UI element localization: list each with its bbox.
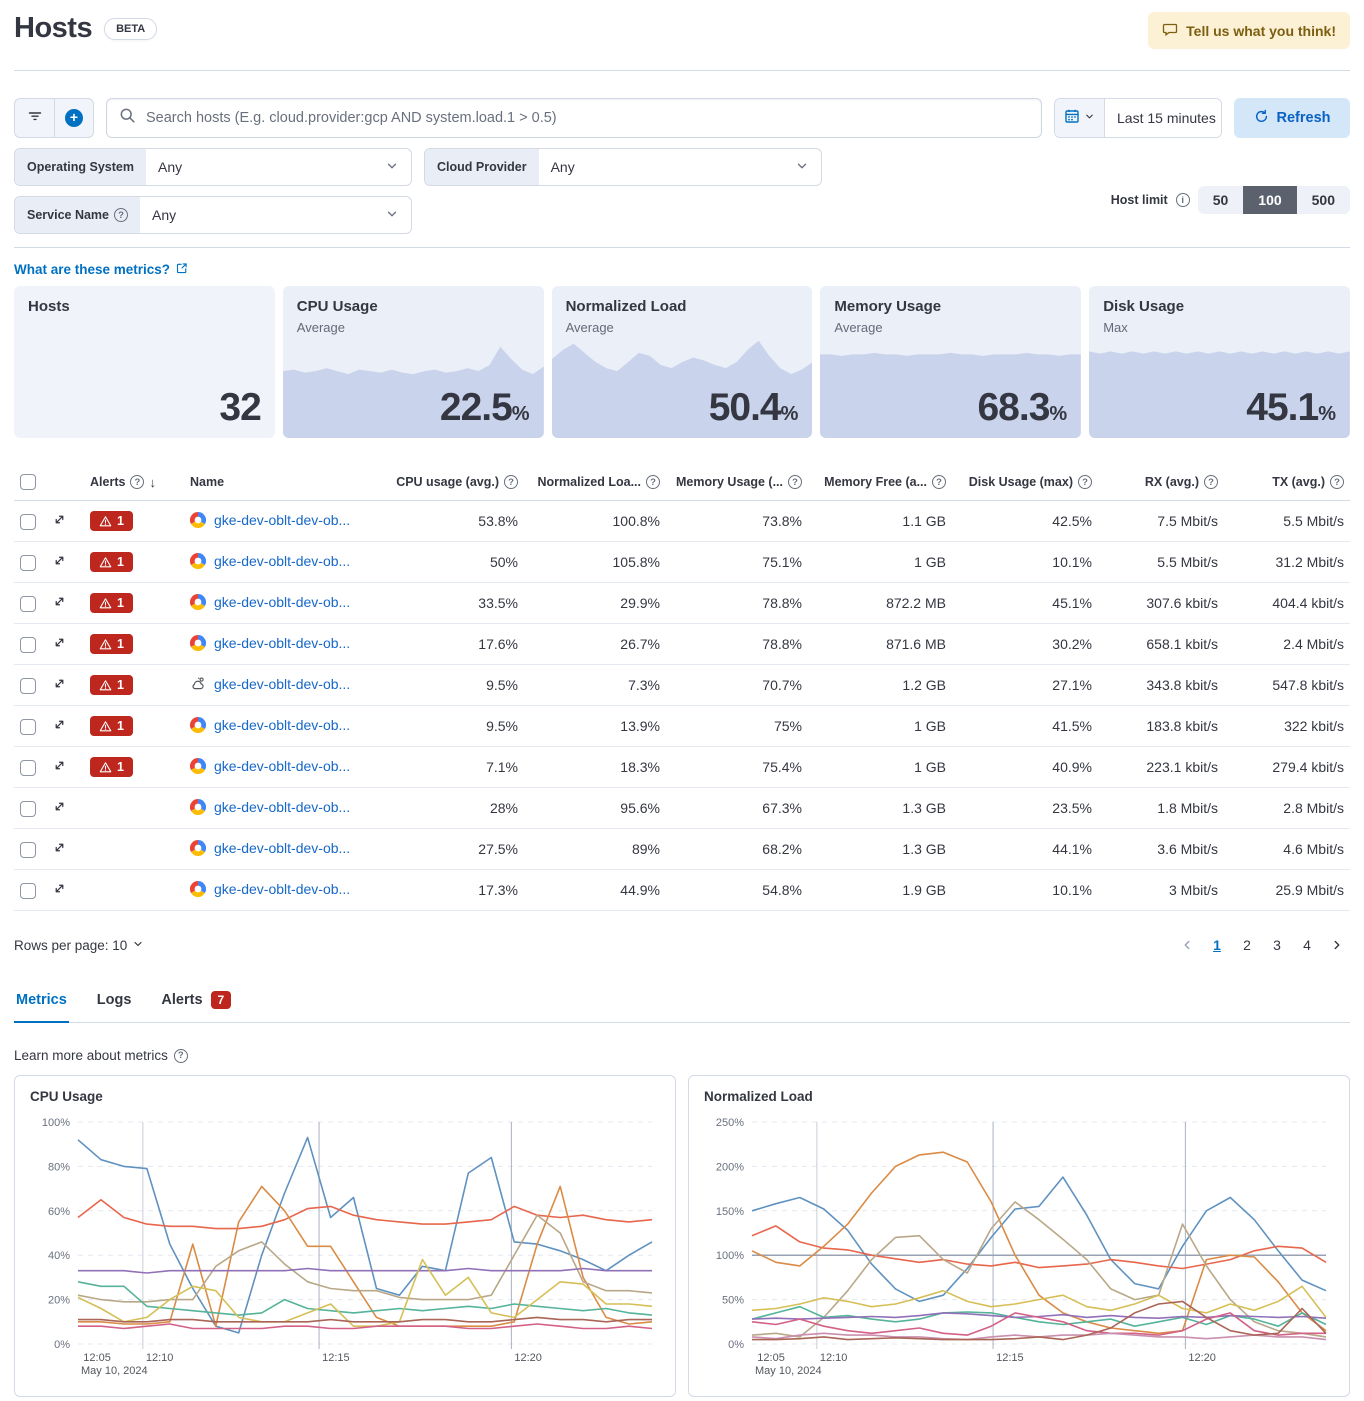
- gcp-icon: [190, 635, 206, 651]
- row-checkbox[interactable]: [20, 514, 36, 530]
- alert-count-badge[interactable]: 1: [90, 593, 133, 613]
- page-title: Hosts: [14, 12, 93, 44]
- svg-text:12:20: 12:20: [1188, 1352, 1216, 1364]
- learn-more-metrics-link[interactable]: Learn more about metrics ?: [14, 1048, 188, 1063]
- table-row: [14, 542, 1350, 583]
- expand-icon: [52, 635, 67, 650]
- kpi-subtitle: Average: [565, 320, 614, 335]
- search-toolbar: [14, 98, 1350, 138]
- chart-title: CPU Usage: [30, 1089, 103, 1104]
- expand-row-button[interactable]: [52, 553, 67, 568]
- expand-icon: [52, 799, 67, 814]
- tx-cell: 5.5 Mbit/s: [1224, 501, 1350, 542]
- beta-badge: BETA: [104, 18, 157, 40]
- tx-cell: 404.4 kbit/s: [1224, 583, 1350, 624]
- tx-cell: 2.4 Mbit/s: [1224, 624, 1350, 665]
- kpi-subtitle: Average: [296, 320, 345, 335]
- tx-cell: 2.8 Mbit/s: [1224, 788, 1350, 829]
- kpi-title: Hosts: [28, 298, 70, 315]
- kpi-subtitle: Max: [1103, 320, 1128, 335]
- expand-row-button[interactable]: [52, 635, 67, 650]
- expand-icon: [52, 594, 67, 609]
- memory-free-cell: 1.1 GB: [808, 501, 952, 542]
- section-divider: [14, 247, 1350, 248]
- alerts-count-badge: 7: [211, 991, 232, 1009]
- expand-icon: [52, 676, 67, 691]
- page-button-3[interactable]: 3: [1273, 937, 1281, 953]
- calendar-icon: [1064, 108, 1080, 129]
- table-footer: [14, 932, 1350, 958]
- saved-filters-button[interactable]: [15, 99, 54, 137]
- rx-cell: 1.8 Mbit/s: [1098, 788, 1224, 829]
- service-name-select[interactable]: Service Name ? Any: [14, 196, 412, 234]
- refresh-icon: [1254, 109, 1269, 128]
- alert-count-badge[interactable]: 1: [90, 552, 133, 572]
- gcp-icon: [190, 717, 206, 733]
- normalized-load-cell: 105.8%: [524, 542, 666, 583]
- svg-text:80%: 80%: [47, 1161, 70, 1174]
- rx-cell: 7.5 Mbit/s: [1098, 501, 1224, 542]
- chevron-down-icon: [385, 159, 399, 176]
- question-icon: ?: [1078, 475, 1092, 489]
- kpi-tiles: [14, 286, 1350, 438]
- gcp-icon: [190, 594, 206, 610]
- rx-cell: 223.1 kbit/s: [1098, 747, 1224, 788]
- speech-bubble-icon: [1162, 21, 1178, 40]
- svg-text:May 10, 2024: May 10, 2024: [755, 1365, 822, 1377]
- question-icon: ?: [130, 475, 144, 489]
- memory-usage-cell: 78.8%: [666, 624, 808, 665]
- row-checkbox[interactable]: [20, 596, 36, 612]
- series-host-5: [78, 1269, 652, 1274]
- page-button-1[interactable]: 1: [1213, 937, 1221, 953]
- tx-cell: 547.8 kbit/s: [1224, 665, 1350, 706]
- expand-icon: [52, 512, 67, 527]
- kpi-title: CPU Usage: [296, 298, 378, 315]
- alert-count-badge[interactable]: 1: [90, 716, 133, 736]
- filter-icon: [27, 108, 43, 129]
- filters-section: [14, 148, 1350, 234]
- question-icon: ?: [174, 1049, 188, 1063]
- row-checkbox[interactable]: [20, 883, 36, 899]
- cpu-usage-cell: 9.5%: [380, 706, 524, 747]
- kpi-value: 45.1%: [1246, 386, 1336, 429]
- alert-warning-icon: [99, 761, 112, 774]
- column-header-cpu-usage-avg[interactable]: CPU usage (avg.) ?: [380, 466, 524, 501]
- chevron-down-icon: [132, 938, 144, 953]
- chart-title: Normalized Load: [704, 1089, 813, 1104]
- plus-circle-icon: +: [65, 109, 83, 127]
- kpi-subtitle: Average: [834, 320, 883, 335]
- expand-row-button[interactable]: [52, 881, 67, 896]
- what-are-these-metrics-link[interactable]: What are these metrics?: [14, 262, 188, 277]
- expand-row-button[interactable]: [52, 717, 67, 732]
- tx-cell: 279.4 kbit/s: [1224, 747, 1350, 788]
- expand-row-button[interactable]: [52, 799, 67, 814]
- line-chart[interactable]: [704, 1110, 1334, 1384]
- cpu-usage-cell: 28%: [380, 788, 524, 829]
- line-chart[interactable]: [30, 1110, 660, 1384]
- previous-page-button[interactable]: [1174, 932, 1200, 958]
- kpi-value: 22.5%: [439, 386, 530, 429]
- column-header-disk-usage-max[interactable]: Disk Usage (max) ?: [952, 466, 1098, 501]
- host-name-link[interactable]: gke-dev-oblt-dev-ob...: [214, 552, 351, 569]
- gcp-icon: [190, 799, 206, 815]
- table-row: [14, 706, 1350, 747]
- hosts-table: [14, 466, 1350, 911]
- column-header-tx-avg[interactable]: TX (avg.) ?: [1224, 466, 1350, 501]
- table-row: [14, 583, 1350, 624]
- svg-text:150%: 150%: [715, 1205, 744, 1218]
- memory-usage-cell: 70.7%: [666, 665, 808, 706]
- memory-usage-cell: 73.8%: [666, 501, 808, 542]
- memory-free-cell: 1.2 GB: [808, 665, 952, 706]
- table-row: [14, 747, 1350, 788]
- page-header: [14, 0, 1350, 71]
- kpi-tile-hosts: [14, 286, 275, 438]
- kpi-title: Memory Usage: [834, 298, 942, 315]
- svg-text:40%: 40%: [47, 1250, 70, 1263]
- expand-row-button[interactable]: [52, 512, 67, 527]
- tab-alerts[interactable]: Alerts 7: [159, 985, 233, 1023]
- host-limit-group: [1198, 186, 1350, 214]
- host-limit-option-100[interactable]: 100: [1243, 186, 1296, 214]
- svg-text:20%: 20%: [47, 1294, 70, 1307]
- chevron-down-icon: [795, 159, 809, 176]
- expand-icon: [52, 717, 67, 732]
- normalized-load-cell: 18.3%: [524, 747, 666, 788]
- external-link-icon: [176, 262, 188, 277]
- operating-system-select[interactable]: Operating System Any: [14, 148, 412, 186]
- svg-text:May 10, 2024: May 10, 2024: [81, 1365, 148, 1377]
- expand-row-button[interactable]: [52, 676, 67, 691]
- pagination: [1174, 932, 1350, 958]
- row-checkbox[interactable]: [20, 637, 36, 653]
- memory-usage-cell: 78.8%: [666, 583, 808, 624]
- memory-free-cell: 1 GB: [808, 706, 952, 747]
- question-icon: ?: [114, 208, 128, 222]
- svg-text:12:20: 12:20: [514, 1352, 542, 1364]
- expand-icon: [52, 553, 67, 568]
- memory-usage-cell: 67.3%: [666, 788, 808, 829]
- alert-count-badge[interactable]: 1: [90, 634, 133, 654]
- cpu-usage-cell: 9.5%: [380, 665, 524, 706]
- tx-cell: 25.9 Mbit/s: [1224, 870, 1350, 911]
- memory-usage-cell: 75%: [666, 706, 808, 747]
- memory-usage-cell: 75.4%: [666, 747, 808, 788]
- memory-free-cell: 1.3 GB: [808, 788, 952, 829]
- alert-warning-icon: [99, 597, 112, 610]
- svg-text:50%: 50%: [721, 1294, 744, 1307]
- normalized-load-cell: 44.9%: [524, 870, 666, 911]
- chart-panels: [14, 1075, 1350, 1397]
- normalized-load-cell: 100.8%: [524, 501, 666, 542]
- expand-row-button[interactable]: [52, 758, 67, 773]
- question-icon: ?: [1330, 475, 1344, 489]
- kpi-title: Normalized Load: [565, 298, 687, 315]
- column-header-memory-free-a[interactable]: Memory Free (a... ?: [808, 466, 952, 501]
- cpu-usage-cell: 7.1%: [380, 747, 524, 788]
- table-row: [14, 624, 1350, 665]
- row-checkbox[interactable]: [20, 678, 36, 694]
- host-name-link[interactable]: gke-dev-oblt-dev-ob...: [214, 880, 351, 897]
- page-button-4[interactable]: 4: [1303, 937, 1311, 953]
- select-all-checkbox[interactable]: [20, 474, 36, 490]
- alert-warning-icon: [99, 720, 112, 733]
- svg-text:60%: 60%: [47, 1205, 70, 1218]
- svg-text:0%: 0%: [54, 1339, 70, 1351]
- host-name-link[interactable]: gke-dev-oblt-dev-ob...: [214, 839, 351, 856]
- svg-text:12:15: 12:15: [996, 1352, 1024, 1364]
- kpi-title: Disk Usage: [1103, 298, 1185, 315]
- disk-usage-cell: 42.5%: [952, 501, 1098, 542]
- cpu-usage-cell: 27.5%: [380, 829, 524, 870]
- gcp-icon: [190, 512, 206, 528]
- memory-free-cell: 871.6 MB: [808, 624, 952, 665]
- question-icon: ?: [504, 475, 518, 489]
- tab-logs[interactable]: Logs: [96, 992, 132, 1008]
- alert-count-badge[interactable]: 1: [90, 511, 133, 531]
- kpi-tile-cpu-usage: [283, 286, 544, 438]
- svg-text:12:15: 12:15: [322, 1352, 350, 1364]
- disk-usage-cell: 23.5%: [952, 788, 1098, 829]
- column-header-alerts[interactable]: Alerts ? ↓: [84, 466, 184, 501]
- table-row: [14, 829, 1350, 870]
- normalized-load-cell: 89%: [524, 829, 666, 870]
- filter-button-group: [14, 98, 94, 138]
- cpu-usage-cell: 33.5%: [380, 583, 524, 624]
- rx-cell: 3 Mbit/s: [1098, 870, 1224, 911]
- chart-panel-cpu-usage: [14, 1075, 676, 1397]
- row-checkbox[interactable]: [20, 801, 36, 817]
- search-box: [106, 98, 1042, 138]
- kpi-value: 32: [219, 386, 261, 429]
- table-row: [14, 788, 1350, 829]
- disk-usage-cell: 10.1%: [952, 542, 1098, 583]
- chart-panel-normalized-load: [688, 1075, 1350, 1397]
- svg-text:12:10: 12:10: [819, 1352, 848, 1364]
- disk-usage-cell: 10.1%: [952, 870, 1098, 911]
- table-row: [14, 501, 1350, 542]
- disk-usage-cell: 41.5%: [952, 706, 1098, 747]
- gcp-icon: [190, 840, 206, 856]
- gcp-icon: [190, 553, 206, 569]
- normalized-load-cell: 29.9%: [524, 583, 666, 624]
- normalized-load-cell: 95.6%: [524, 788, 666, 829]
- cloud-provider-select[interactable]: Cloud Provider Any: [424, 148, 822, 186]
- add-filter-button[interactable]: [54, 99, 93, 137]
- host-name-link[interactable]: gke-dev-oblt-dev-ob...: [214, 716, 351, 733]
- tx-cell: 31.2 Mbit/s: [1224, 542, 1350, 583]
- alert-warning-icon: [99, 556, 112, 569]
- date-picker: [1054, 98, 1222, 138]
- row-checkbox[interactable]: [20, 760, 36, 776]
- kpi-value: 50.4%: [708, 386, 799, 429]
- svg-text:0%: 0%: [728, 1339, 744, 1351]
- svg-text:200%: 200%: [715, 1161, 744, 1174]
- refresh-button[interactable]: Refresh: [1234, 98, 1350, 138]
- host-limit-option-50[interactable]: 50: [1212, 192, 1229, 208]
- tab-metrics[interactable]: Metrics: [14, 985, 69, 1023]
- alert-warning-icon: [99, 515, 112, 528]
- table-row: [14, 665, 1350, 706]
- rows-per-page-button[interactable]: Rows per page: 10: [14, 938, 144, 953]
- tx-cell: 322 kbit/s: [1224, 706, 1350, 747]
- time-range-value[interactable]: Last 15 minutes: [1105, 99, 1222, 137]
- svg-text:12:05: 12:05: [83, 1352, 111, 1364]
- disk-usage-cell: 45.1%: [952, 583, 1098, 624]
- svg-text:12:05: 12:05: [757, 1352, 785, 1364]
- memory-free-cell: 872.2 MB: [808, 583, 952, 624]
- memory-usage-cell: 68.2%: [666, 829, 808, 870]
- host-name-link[interactable]: gke-dev-oblt-dev-ob...: [214, 675, 351, 692]
- host-name-link[interactable]: gke-dev-oblt-dev-ob...: [214, 634, 351, 651]
- svg-text:12:10: 12:10: [145, 1352, 174, 1364]
- host-limit-control: Host limit i 50 100 500: [1111, 186, 1350, 214]
- search-input[interactable]: [146, 110, 1029, 126]
- host-name-link[interactable]: gke-dev-oblt-dev-ob...: [214, 757, 351, 774]
- column-header-normalized-loa[interactable]: Normalized Loa... ?: [524, 466, 666, 501]
- memory-free-cell: 1 GB: [808, 747, 952, 788]
- rx-cell: 5.5 Mbit/s: [1098, 542, 1224, 583]
- row-checkbox[interactable]: [20, 719, 36, 735]
- series-host-4: [78, 1215, 652, 1302]
- cpu-usage-cell: 50%: [380, 542, 524, 583]
- column-header-memory-usage[interactable]: Memory Usage (... ?: [666, 466, 808, 501]
- svg-text:100%: 100%: [715, 1250, 744, 1263]
- row-checkbox[interactable]: [20, 555, 36, 571]
- rx-cell: 3.6 Mbit/s: [1098, 829, 1224, 870]
- chevron-down-icon: [1084, 109, 1095, 127]
- host-limit-option-500[interactable]: 500: [1311, 192, 1335, 208]
- kpi-value: 68.3%: [977, 386, 1068, 429]
- sort-down-icon: ↓: [149, 474, 156, 490]
- disk-usage-cell: 40.9%: [952, 747, 1098, 788]
- disk-usage-cell: 30.2%: [952, 624, 1098, 665]
- alert-count-badge[interactable]: 1: [90, 675, 133, 695]
- alert-warning-icon: [99, 638, 112, 651]
- question-icon: ?: [1204, 475, 1218, 489]
- column-header-name[interactable]: Name: [184, 466, 380, 501]
- expand-row-button[interactable]: [52, 594, 67, 609]
- unknown-provider-icon: [190, 676, 206, 692]
- column-header-rx-avg[interactable]: RX (avg.) ?: [1098, 466, 1224, 501]
- expand-icon: [52, 881, 67, 896]
- next-page-button[interactable]: [1324, 932, 1350, 958]
- memory-free-cell: 1.9 GB: [808, 870, 952, 911]
- memory-free-cell: 1 GB: [808, 542, 952, 583]
- tx-cell: 4.6 Mbit/s: [1224, 829, 1350, 870]
- memory-usage-cell: 75.1%: [666, 542, 808, 583]
- series-host-1: [752, 1177, 1326, 1301]
- chevron-down-icon: [385, 207, 399, 224]
- normalized-load-cell: 7.3%: [524, 665, 666, 706]
- expand-icon: [52, 758, 67, 773]
- kpi-tile-disk-usage: [1089, 286, 1350, 438]
- host-name-link[interactable]: gke-dev-oblt-dev-ob...: [214, 593, 351, 610]
- memory-free-cell: 1.3 GB: [808, 829, 952, 870]
- normalized-load-cell: 26.7%: [524, 624, 666, 665]
- question-icon: ?: [788, 475, 802, 489]
- svg-text:250%: 250%: [715, 1117, 744, 1129]
- alert-count-badge[interactable]: 1: [90, 757, 133, 777]
- question-icon: ?: [646, 475, 660, 489]
- alert-warning-icon: [99, 679, 112, 692]
- table-row: [14, 870, 1350, 911]
- memory-usage-cell: 54.8%: [666, 870, 808, 911]
- cpu-usage-cell: 17.3%: [380, 870, 524, 911]
- search-icon: [119, 107, 136, 129]
- table-header-row: [14, 466, 1350, 501]
- normalized-load-cell: 13.9%: [524, 706, 666, 747]
- page-button-2[interactable]: 2: [1243, 937, 1251, 953]
- tab-bar: [14, 985, 1350, 1023]
- host-name-link[interactable]: gke-dev-oblt-dev-ob...: [214, 511, 351, 528]
- series-host-8: [78, 1317, 652, 1321]
- series-host-3: [78, 1186, 652, 1326]
- svg-text:100%: 100%: [41, 1117, 70, 1129]
- kpi-tile-memory-usage: [820, 286, 1081, 438]
- expand-row-button[interactable]: [52, 840, 67, 855]
- rx-cell: 343.8 kbit/s: [1098, 665, 1224, 706]
- disk-usage-cell: 27.1%: [952, 665, 1098, 706]
- host-name-link[interactable]: gke-dev-oblt-dev-ob...: [214, 798, 351, 815]
- rx-cell: 183.8 kbit/s: [1098, 706, 1224, 747]
- info-icon: i: [1176, 193, 1190, 207]
- disk-usage-cell: 44.1%: [952, 829, 1098, 870]
- rx-cell: 307.6 kbit/s: [1098, 583, 1224, 624]
- date-picker-menu-button[interactable]: [1055, 99, 1105, 137]
- expand-icon: [52, 840, 67, 855]
- gcp-icon: [190, 758, 206, 774]
- question-icon: ?: [932, 475, 946, 489]
- cpu-usage-cell: 53.8%: [380, 501, 524, 542]
- row-checkbox[interactable]: [20, 842, 36, 858]
- rx-cell: 658.1 kbit/s: [1098, 624, 1224, 665]
- gcp-icon: [190, 881, 206, 897]
- kpi-tile-normalized-load: [552, 286, 813, 438]
- feedback-button[interactable]: Tell us what you think!: [1148, 12, 1350, 49]
- cpu-usage-cell: 17.6%: [380, 624, 524, 665]
